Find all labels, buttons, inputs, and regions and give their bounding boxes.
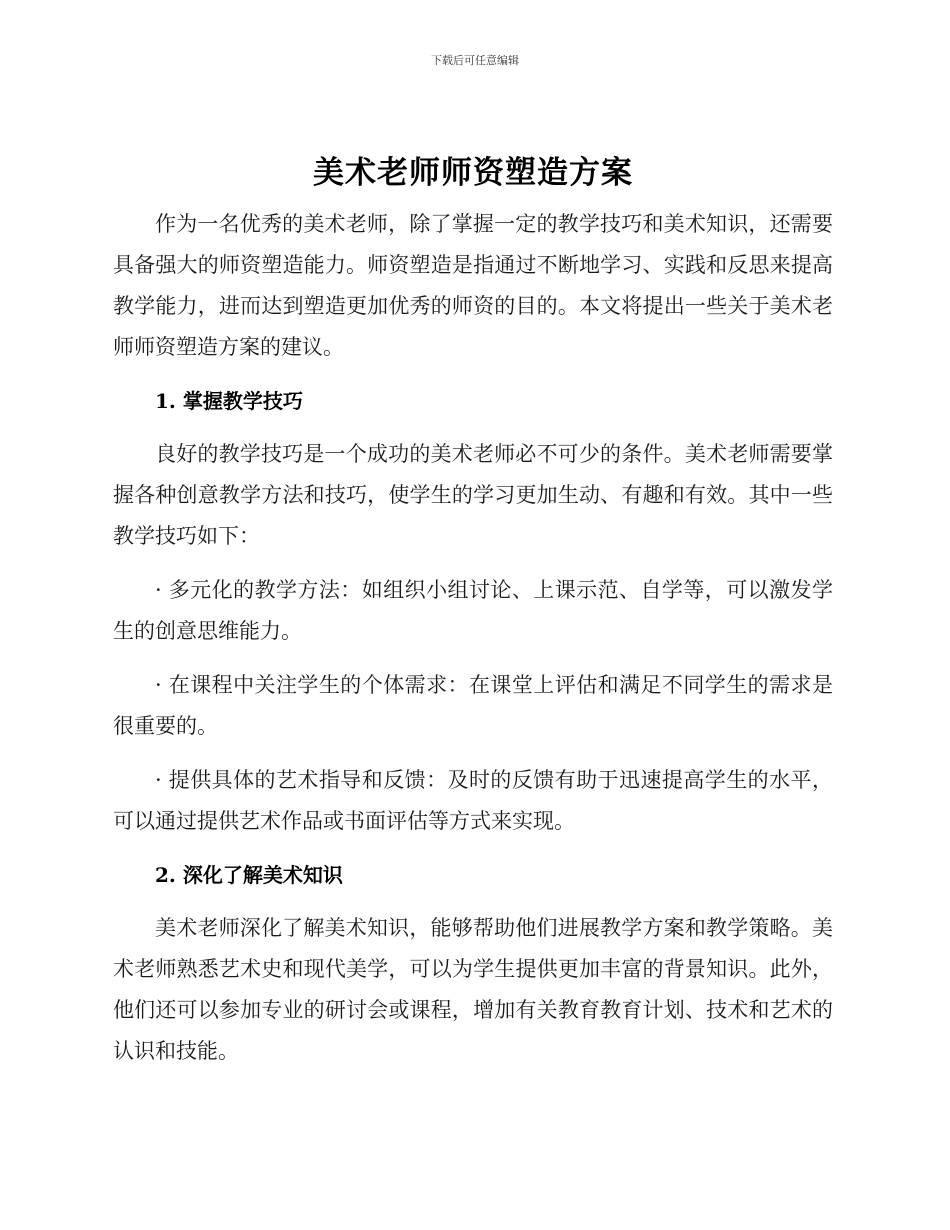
document-title: 美术老师师资塑造方案 — [313, 155, 633, 191]
section-1-bullet-2: · 在课程中关注学生的个体需求：在课堂上评估和满足不同学生的需求是很重要的。 — [113, 673, 833, 738]
section-heading-1: 1. 掌握教学技巧 — [155, 389, 303, 413]
document-body — [113, 148, 833, 1072]
section-heading-2: 2. 深化了解美术知识 — [155, 863, 343, 887]
section-2-paragraph-1: 美术老师深化了解美术知识，能够帮助他们进展教学方案和教学策略。美术老师熟悉艺术史和现代美学，可以为学生提供更加丰富的背景知识。此外，他们还可以参加专业的研讨会或课程，增加有关教育教育计划、技术和艺术的认识和技能。 — [113, 916, 833, 1063]
section-1-bullet-3: · 提供具体的艺术指导和反馈：及时的反馈有助于迅速提高学生的水平，可以通过提供艺术作品或书面评估等方式来实现。 — [113, 768, 833, 833]
intro-paragraph: 作为一名优秀的美术老师，除了掌握一定的教学技巧和美术知识，还需要具备强大的师资塑造能力。师资塑造是指通过不断地学习、实践和反思来提高教学能力，进而达到塑造更加优秀的师资的目的。本文将提出一些关于美术老师师资塑造方案的建议。 — [113, 212, 833, 359]
section-1-paragraph-1: 良好的教学技巧是一个成功的美术老师必不可少的条件。美术老师需要掌握各种创意教学方法和技巧，使学生的学习更加生动、有趣和有效。其中一些教学技巧如下： — [113, 442, 833, 548]
header-note: 下载后可任意编辑 — [431, 54, 519, 67]
section-1-bullet-1: · 多元化的教学方法：如组织小组讨论、上课示范、自学等，可以激发学生的创意思维能力。 — [113, 578, 833, 643]
